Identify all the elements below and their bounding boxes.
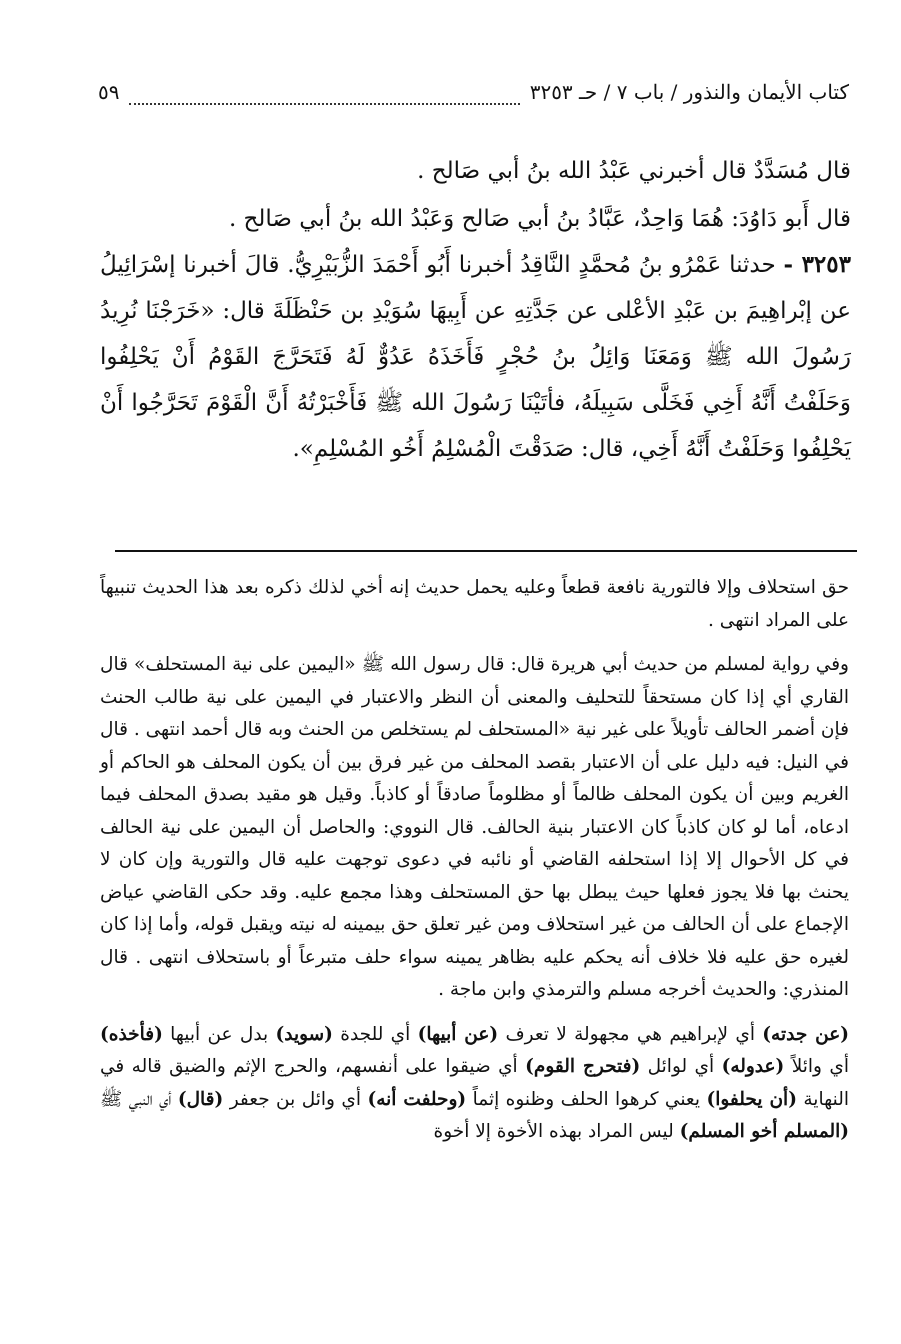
gloss-text: أي لوائل (640, 1056, 722, 1077)
lemma-text: (أن يحلفوا) (706, 1088, 797, 1110)
commentary-paragraph-2: وفي رواية لمسلم من حديث أبي هريرة قال: قال رسول الله ﷺ «اليمين على نية المستحلف» قال القاري أي إذا كان مستحقاً للتحليف والمعنى أن النظر والاعتبار في اليمين على نية طالب الحنث فإن أضمر الحالف تأويلاً على غير نية «المستحلف لم يستخلص من الحنث وبه قال أحمد انتهى . قال في النيل: فيه دليل على أن الاعتبار بقصد المحلف من غير فرق بين أن يكون المحلف هو الحاكم أو الغريم وبين أن يكون المحلف ظالماً أو مظلوماً صادقاً أو كاذباً. وقيل هو مقيد بصدق المحلف فيما ادعاه، أما لو كان كاذباً كان الاعتبار بنية الحالف. قال النووي: والحاصل أن اليمين على نية الحالف في كل الأحوال إلا إذا استحلفه القاضي أو نائبه في دعوى توجهت عليه قال والتورية وإن كان لا يحنث بها فلا يجوز فعلها حيث يبطل بها حق المستحلف وهذا مجمع عليه. وقد حكى القاضي عياض الإجماع على أن الحالف من غير استحلاف ومن غير تعلق حق بيمينه له نيته ويقبل قوله، وأما إذا كان لغيره حق عليه فلا خلاف أنه يحكم عليه بظاهر يمينه سواء حلف متبرعاً أو باستحلاف انتهى . قال المنذري: والحديث أخرجه مسلم والترمذي وابن ماجة . (100, 654, 849, 1000)
commentary-paragraph-3 (100, 1019, 849, 1149)
hadith-number: ٣٢٥٣ - (783, 251, 851, 278)
commentary (100, 572, 849, 1161)
lemma-text: (عن أبيها) (417, 1023, 499, 1045)
lemma-text: (قال) (177, 1088, 224, 1110)
gloss-text: أي وائل بن جعفر (223, 1088, 368, 1110)
lemma-text: (المسلم أخو المسلم) (679, 1121, 849, 1142)
lemma-text: (فأخذه) (100, 1023, 163, 1045)
gloss-text: بدل عن أبيها (162, 1023, 276, 1045)
lemma-text: (وحلفت أنه) (367, 1088, 467, 1110)
hadith-paragraph (100, 242, 851, 472)
footnote-divider (115, 550, 857, 552)
main-line-2: قال أَبو دَاوُدَ: هُمَا وَاحِدٌ، عَبَّادُ بنُ أبي صَالح وَعَبْدُ الله بنُ أبي صَالح . (228, 206, 851, 232)
main-line-1: قال مُسَدَّدٌ قال أخبرني عَبْدُ الله بنُ أبي صَالح . (417, 158, 851, 184)
lemma-text: (عدوله) (721, 1056, 785, 1077)
gloss-text: أي ضيقوا على أنفسهم، والحرج الإثم والضيق قاله في النهاية (100, 1056, 849, 1110)
gloss-text: أي النبي ﷺ (100, 1088, 178, 1110)
lemma-text: (فتحرج القوم) (525, 1056, 641, 1077)
lemma-text: (سويد) (275, 1023, 333, 1045)
gloss-text: ليس المراد بهذه الأخوة إلا أخوة (433, 1121, 680, 1142)
commentary-paragraph-1: حق استحلاف وإلا فالتورية نافعة قطعاً وعليه يحمل حديث إنه أخي لذلك ذكره بعد هذا الحديث تنبيهاً على المراد انتهى . (100, 577, 849, 631)
gloss-text: أي وائلاً (784, 1056, 849, 1077)
page-number: ٥٩ (98, 80, 120, 104)
gloss-text: يعني كرهوا الحلف وظنوه إثماً (466, 1088, 707, 1110)
gloss-text: أي لإبراهيم هي مجهولة لا تعرف (498, 1023, 763, 1045)
leader-dots (129, 103, 519, 105)
hadith-text: حدثنا عَمْرُو بنُ مُحمَّدٍ النَّاقِدُ أخبرنا أَبُو أَحْمَدَ الزُّبَيْرِيُّ. قالَ أخبرنا إسْرَائِيلُ عن إبْراهِيمَ بن عَبْدِ الأعْلى عن جَدَّتِهِ عن أَبِيهَا سُوَيْدِ بن حَنْظَلَةَ قال: «خَرَجْنَا نُرِيدُ رَسُولَ الله ﷺ وَمَعَنَا وَائِلُ بنُ حُجْرٍ فَأَخَذَهُ عَدُوٌّ لَهُ فَتَحَرَّجَ القَوْمُ أَنْ يَحْلِفُوا وَحَلَفْتُ أَنَّهُ أَخِي فَخَلَّى سَبِيلَهُ، فأتَيْنَا رَسُولَ الله ﷺ فَأَخْبَرْتُهُ أَنَّ الْقَوْمَ تَحَرَّجُوا أَنْ يَحْلِفُوا وَحَلَفْتُ أَنَّهُ أَخِي، قال: صَدَقْتَ الْمُسْلِمُ أَخُو المُسْلِمِ». (100, 252, 852, 462)
page-header (98, 80, 849, 120)
gloss-text: أي للجدة (332, 1023, 418, 1045)
lemma-text: (عن جدته) (762, 1023, 849, 1045)
running-title: كتاب الأيمان والنذور / باب ٧ / حـ ٣٢٥٣ (529, 80, 849, 104)
main-text (100, 148, 851, 472)
